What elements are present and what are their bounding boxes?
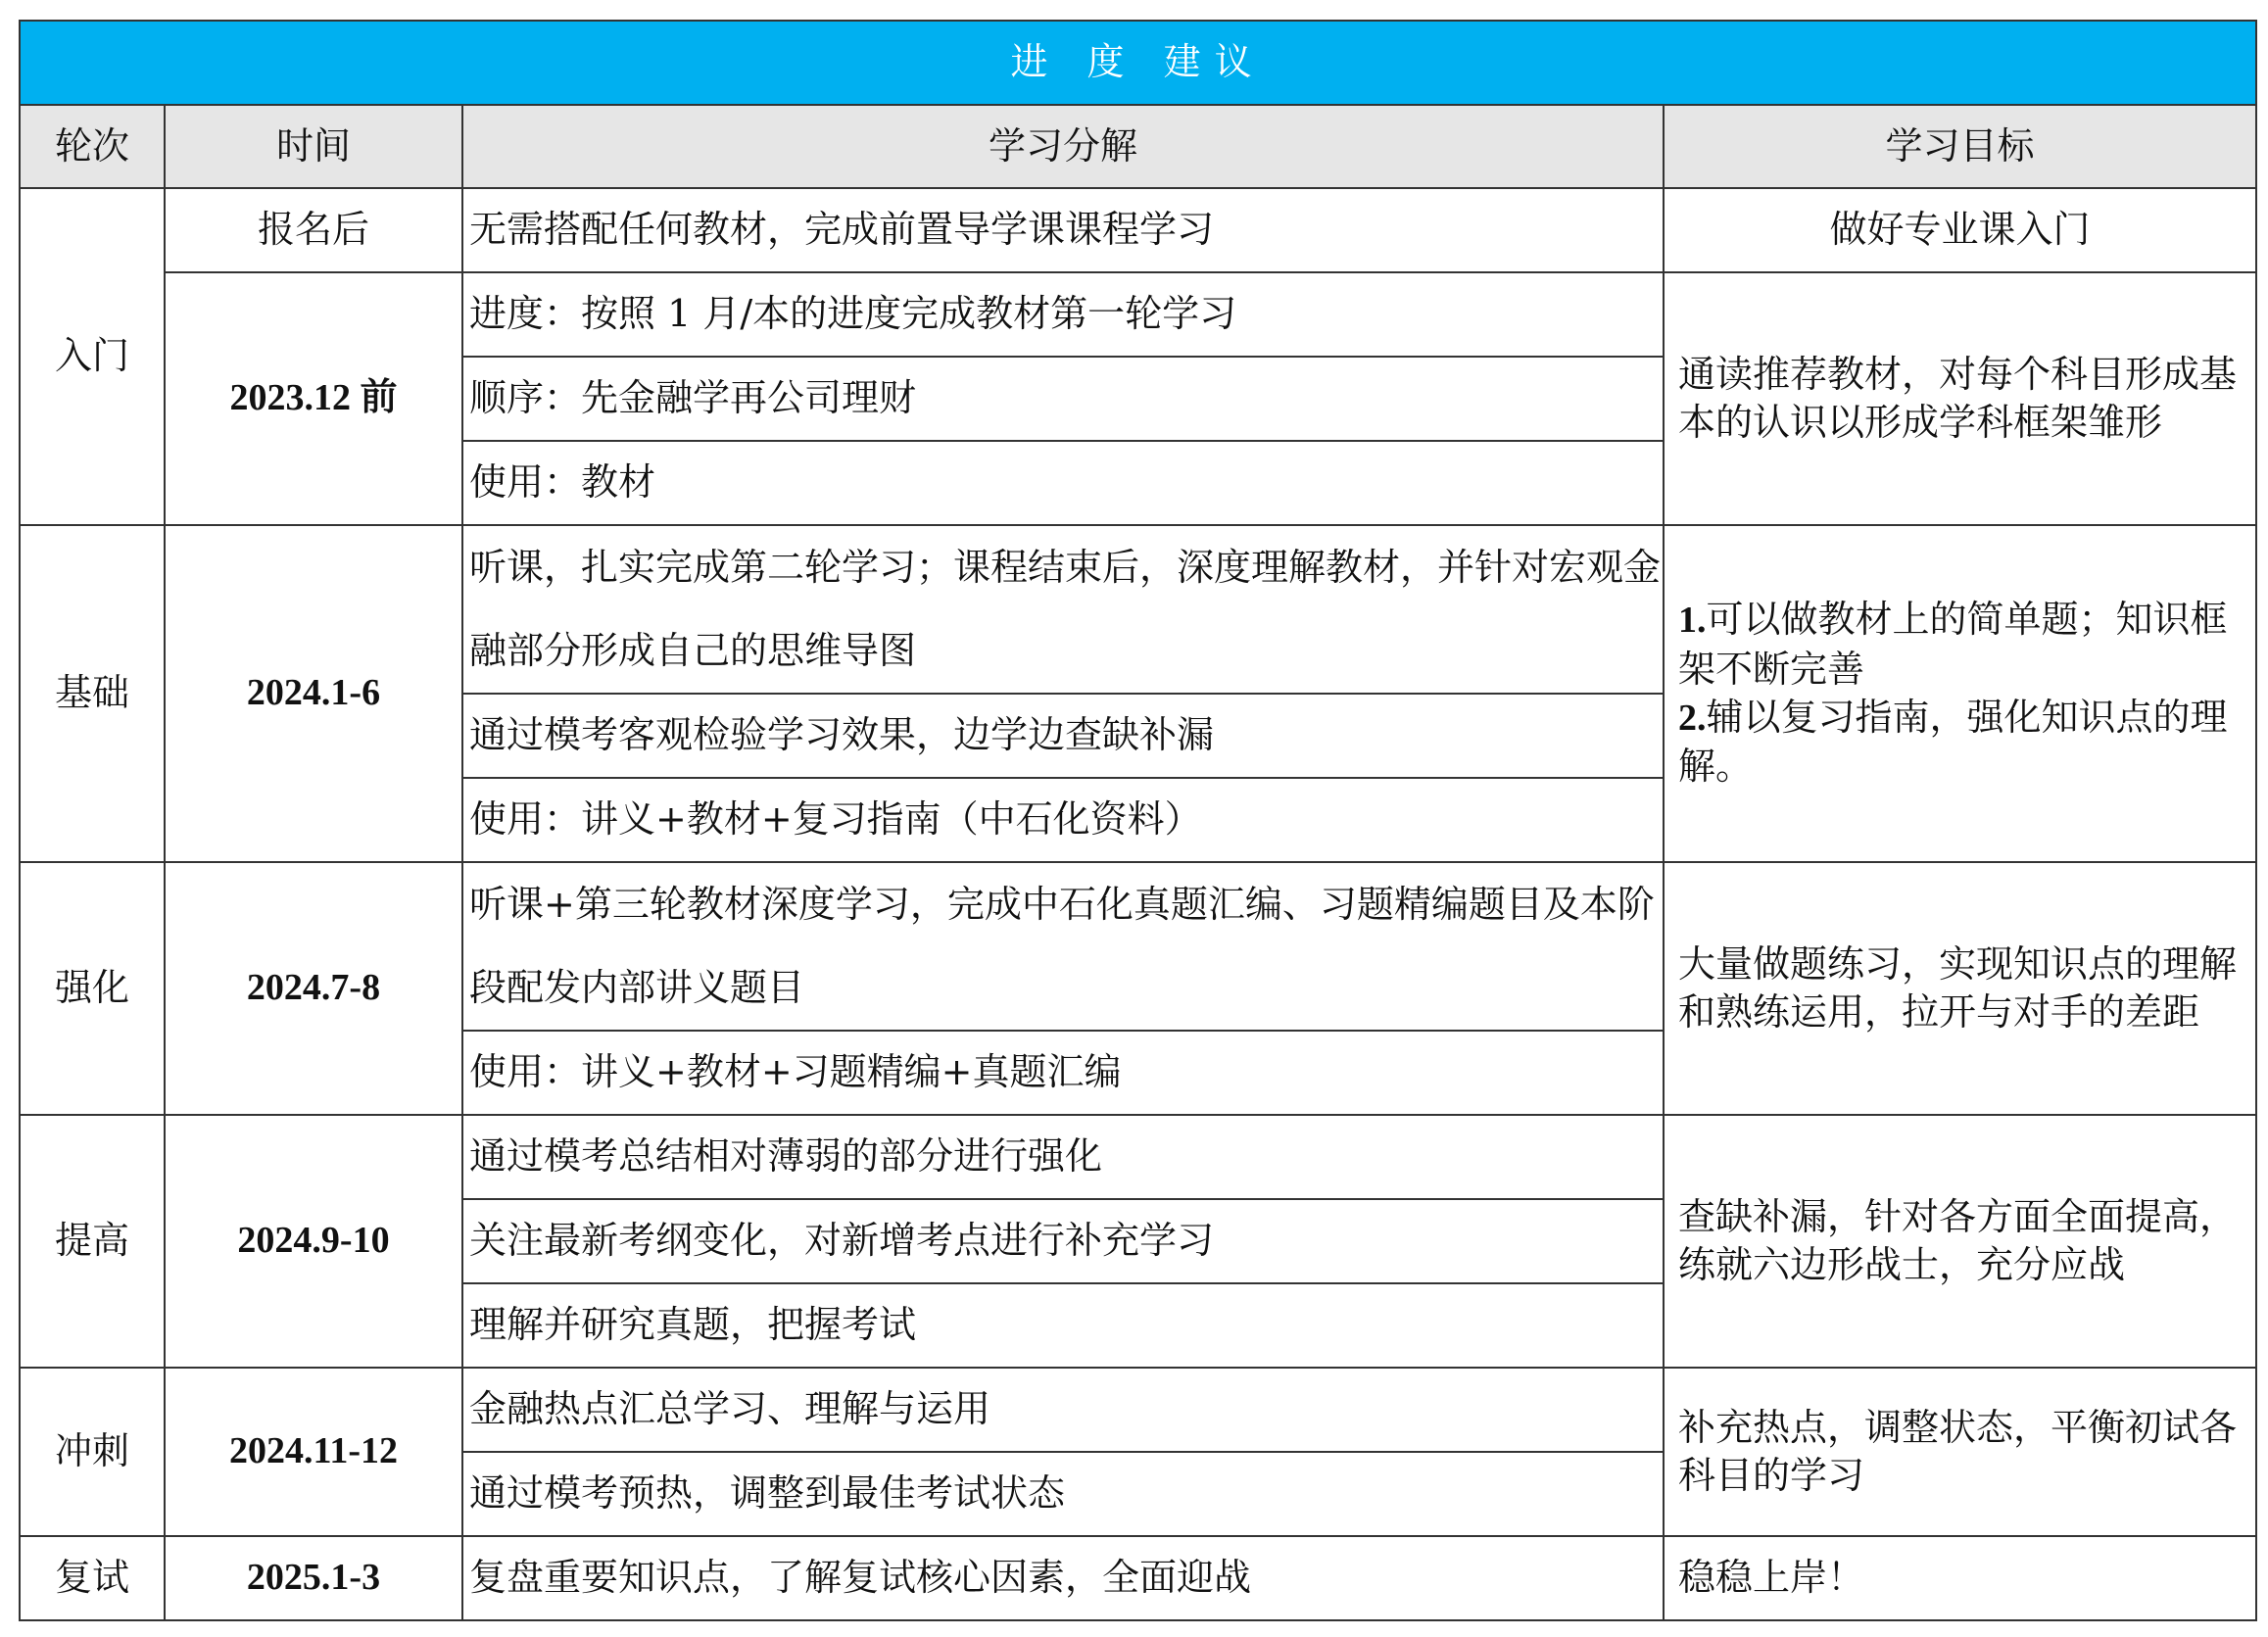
round-strengthen: 强化: [20, 862, 165, 1115]
task-intro-pre: 无需搭配任何教材，完成前置导学课课程学习: [462, 188, 1664, 272]
time-improve: 2024.9-10: [165, 1115, 462, 1368]
header-time: 时间: [165, 105, 462, 188]
task-intro-2: 顺序：先金融学再公司理财: [462, 357, 1664, 441]
goal-basic-item-2: [1678, 694, 2242, 792]
task-basic-3: 使用：讲义+教材+复习指南（中石化资料）: [462, 778, 1664, 862]
task-strengthen-1: 听课+第三轮教材深度学习，完成中石化真题汇编、习题精编题目及本阶段配发内部讲义题目: [462, 862, 1664, 1031]
task-improve-1: 通过模考总结相对薄弱的部分进行强化: [462, 1115, 1664, 1199]
round-basic: 基础: [20, 525, 165, 862]
table-row: [20, 1115, 2256, 1199]
header-round: 轮次: [20, 105, 165, 188]
round-improve: 提高: [20, 1115, 165, 1368]
round-intro: 入门: [20, 188, 165, 525]
task-strengthen-2: 使用：讲义+教材+习题精编+真题汇编: [462, 1031, 1664, 1115]
goal-basic-item-1: [1678, 596, 2242, 694]
round-retest: 复试: [20, 1536, 165, 1620]
goal-sprint: 补充热点，调整状态，平衡初试各科目的学习: [1664, 1368, 2256, 1536]
header-goal: 学习目标: [1664, 105, 2256, 188]
study-plan-table: [19, 20, 2257, 1621]
table-row: [20, 525, 2256, 694]
goal-basic-text-1: 可以做教材上的简单题；知识框架不断完善: [1678, 598, 2228, 691]
task-improve-3: 理解并研究真题，把握考试: [462, 1283, 1664, 1368]
goal-basic-text-2: 辅以复习指南，强化知识点的理解。: [1678, 696, 2228, 789]
task-basic-2: 通过模考客观检验学习效果，边学边查缺补漏: [462, 694, 1664, 778]
task-basic-1: 听课，扎实完成第二轮学习；课程结束后，深度理解教材，并针对宏观金融部分形成自己的思维导图: [462, 525, 1664, 694]
goal-strengthen: 大量做题练习，实现知识点的理解和熟练运用，拉开与对手的差距: [1664, 862, 2256, 1115]
goal-intro: 通读推荐教材，对每个科目形成基本的认识以形成学科框架雏形: [1664, 272, 2256, 525]
task-retest-1: 复盘重要知识点，了解复试核心因素，全面迎战: [462, 1536, 1664, 1620]
time-sprint: 2024.11-12: [165, 1368, 462, 1536]
goal-intro-pre: 做好专业课入门: [1664, 188, 2256, 272]
table-row: [20, 272, 2256, 357]
time-strengthen: 2024.7-8: [165, 862, 462, 1115]
time-retest: 2025.1-3: [165, 1536, 462, 1620]
time-basic: 2024.1-6: [165, 525, 462, 862]
goal-basic-num-2: 2.: [1678, 698, 1707, 739]
goal-improve: 查缺补漏，针对各方面全面提高，练就六边形战士，充分应战: [1664, 1115, 2256, 1368]
table-title: 进 度 建议: [20, 21, 2256, 105]
table-row: [20, 862, 2256, 1031]
time-intro-pre: 报名后: [165, 188, 462, 272]
round-sprint: 冲刺: [20, 1368, 165, 1536]
task-intro-1: 进度：按照 1 月/本的进度完成教材第一轮学习: [462, 272, 1664, 357]
goal-basic: [1664, 525, 2256, 862]
task-sprint-2: 通过模考预热，调整到最佳考试状态: [462, 1452, 1664, 1536]
task-improve-2: 关注最新考纲变化，对新增考点进行补充学习: [462, 1199, 1664, 1283]
task-sprint-1: 金融热点汇总学习、理解与运用: [462, 1368, 1664, 1452]
goal-retest: 稳稳上岸！: [1664, 1536, 2256, 1620]
table-row: [20, 1368, 2256, 1452]
task-intro-3: 使用：教材: [462, 441, 1664, 525]
header-row: [20, 105, 2256, 188]
goal-basic-num-1: 1.: [1678, 600, 1707, 642]
header-tasks: 学习分解: [462, 105, 1664, 188]
table-row: [20, 1536, 2256, 1620]
time-intro: 2023.12 前: [165, 272, 462, 525]
table-row: [20, 188, 2256, 272]
